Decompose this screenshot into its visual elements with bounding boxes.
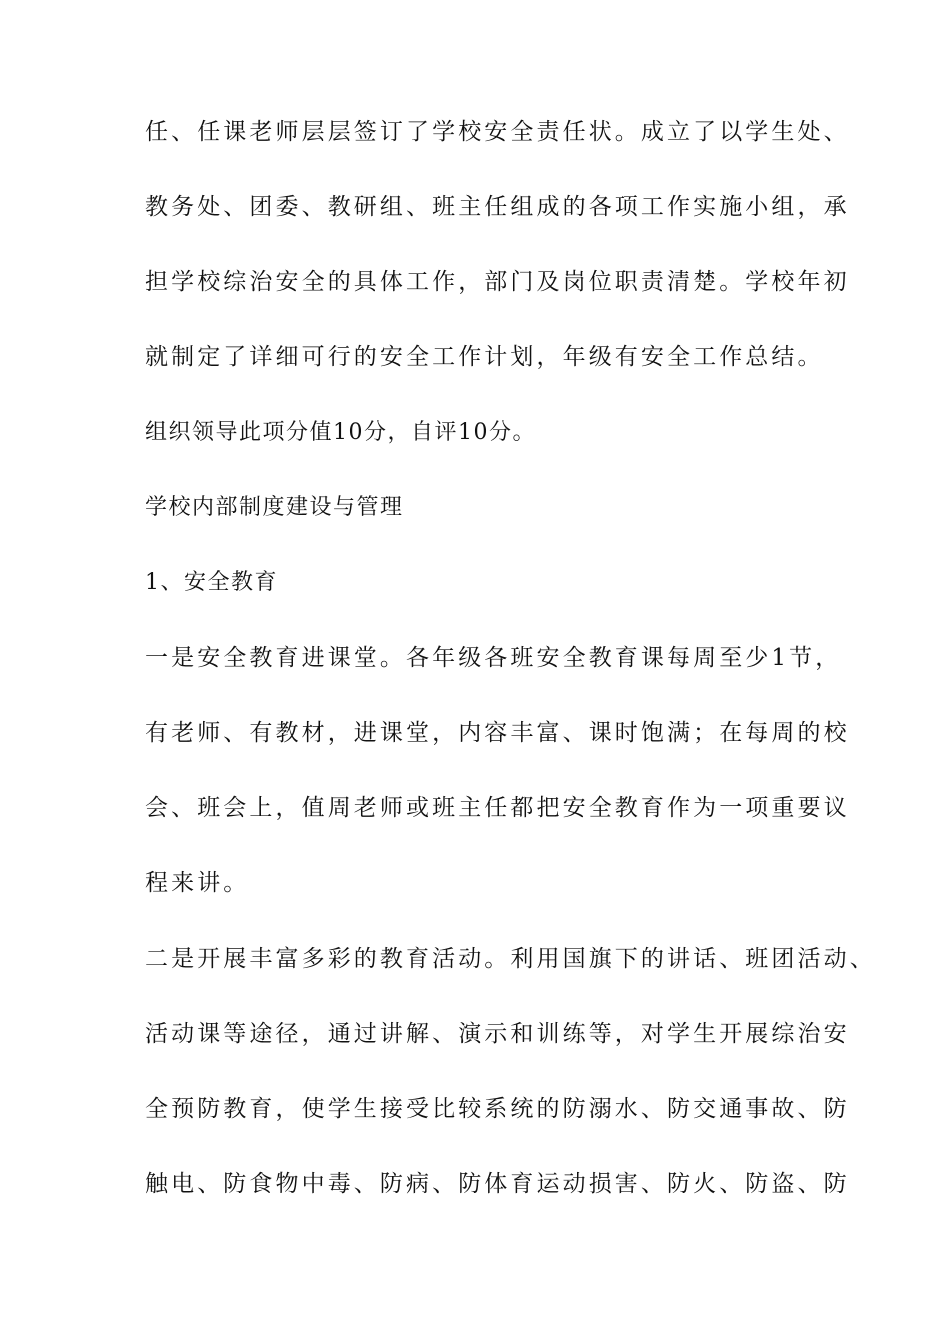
paragraph-line: 二是开展丰富多彩的教育活动。利用国旗下的讲话、班团活动、 <box>145 946 876 972</box>
paragraph-line: 教务处、团委、教研组、班主任组成的各项工作实施小组，承 <box>145 194 850 220</box>
subsection-heading: 1、安全教育 <box>145 570 278 595</box>
paragraph-line: 程来讲。 <box>145 870 250 896</box>
score-line: 组织领导此项分值10分，自评10分。 <box>145 420 536 445</box>
paragraph-line: 一是安全教育进课堂。各年级各班安全教育课每周至少1节， <box>145 645 842 671</box>
paragraph-line: 会、班会上，值周老师或班主任都把安全教育作为一项重要议 <box>145 795 850 821</box>
paragraph-line: 就制定了详细可行的安全工作计划，年级有安全工作总结。 <box>145 344 824 370</box>
paragraph-line: 任、任课老师层层签订了学校安全责任状。成立了以学生处、 <box>145 119 850 145</box>
paragraph-line: 活动课等途径，通过讲解、演示和训练等，对学生开展综治安 <box>145 1021 850 1047</box>
paragraph-line: 全预防教育，使学生接受比较系统的防溺水、防交通事故、防 <box>145 1096 850 1122</box>
paragraph-line: 有老师、有教材，进课堂，内容丰富、课时饱满；在每周的校 <box>145 720 850 746</box>
paragraph-line: 担学校综治安全的具体工作，部门及岗位职责清楚。学校年初 <box>145 269 850 295</box>
paragraph-line: 触电、防食物中毒、防病、防体育运动损害、防火、防盗、防 <box>145 1171 850 1197</box>
section-heading: 学校内部制度建设与管理 <box>145 495 404 520</box>
